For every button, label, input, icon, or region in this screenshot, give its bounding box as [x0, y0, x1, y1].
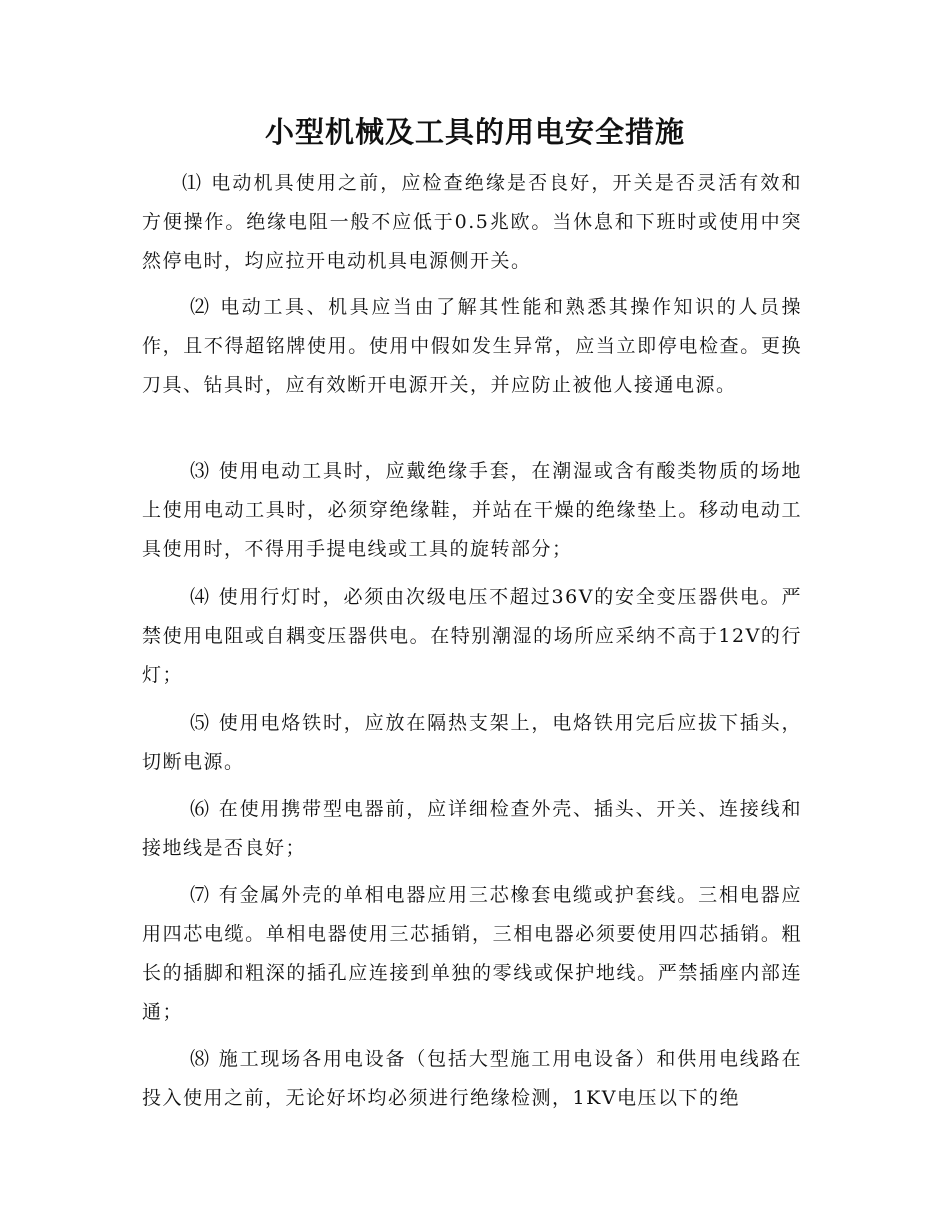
- paragraph-3: ⑶ 使用电动工具时，应戴绝缘手套，在潮湿或含有酸类物质的场地上使用电动工具时，必须穿绝缘鞋，并站在干燥的绝缘垫上。移动电动工具使用时，不得用手提电线或工具的旋转部分；: [142, 460, 802, 560]
- paragraph-5: ⑸ 使用电烙铁时，应放在隔热支架上，电烙铁用完后应拔下插头，切断电源。: [142, 712, 802, 773]
- paragraph-7: ⑺ 有金属外壳的单相电器应用三芯橡套电缆或护套线。三相电器应用四芯电缆。单相电器使用三芯插销，三相电器必须要使用四芯插销。粗长的插脚和粗深的插孔应连接到单独的零线或保护地线。严禁插座内部连通；: [142, 884, 802, 1023]
- document-title: 小型机械及工具的用电安全措施: [264, 115, 685, 149]
- paragraph-6: ⑹ 在使用携带型电器前，应详细检查外壳、插头、开关、连接线和接地线是否良好；: [142, 798, 802, 859]
- paragraph-4: ⑷ 使用行灯时，必须由次级电压不超过36V的安全变压器供电。严禁使用电阻或自耦变压器供电。在特别潮湿的场所应采纳不高于12V的行灯；: [142, 586, 802, 686]
- paragraph-1: ⑴ 电动机具使用之前，应检查绝缘是否良好，开关是否灵活有效和方便操作。绝缘电阻一般不应低于0.5兆欧。当休息和下班时或使用中突然停电时，均应拉开电动机具电源侧开关。: [142, 172, 802, 272]
- paragraph-2: ⑵ 电动工具、机具应当由了解其性能和熟悉其操作知识的人员操作，且不得超铭牌使用。使用中假如发生异常，应当立即停电检查。更换刀具、钻具时，应有效断开电源开关，并应防止被他人接通电源。: [142, 296, 802, 396]
- paragraph-8: ⑻ 施工现场各用电设备（包括大型施工用电设备）和供用电线路在投入使用之前，无论好坏均必须进行绝缘检测，1KV电压以下的绝: [142, 1048, 802, 1109]
